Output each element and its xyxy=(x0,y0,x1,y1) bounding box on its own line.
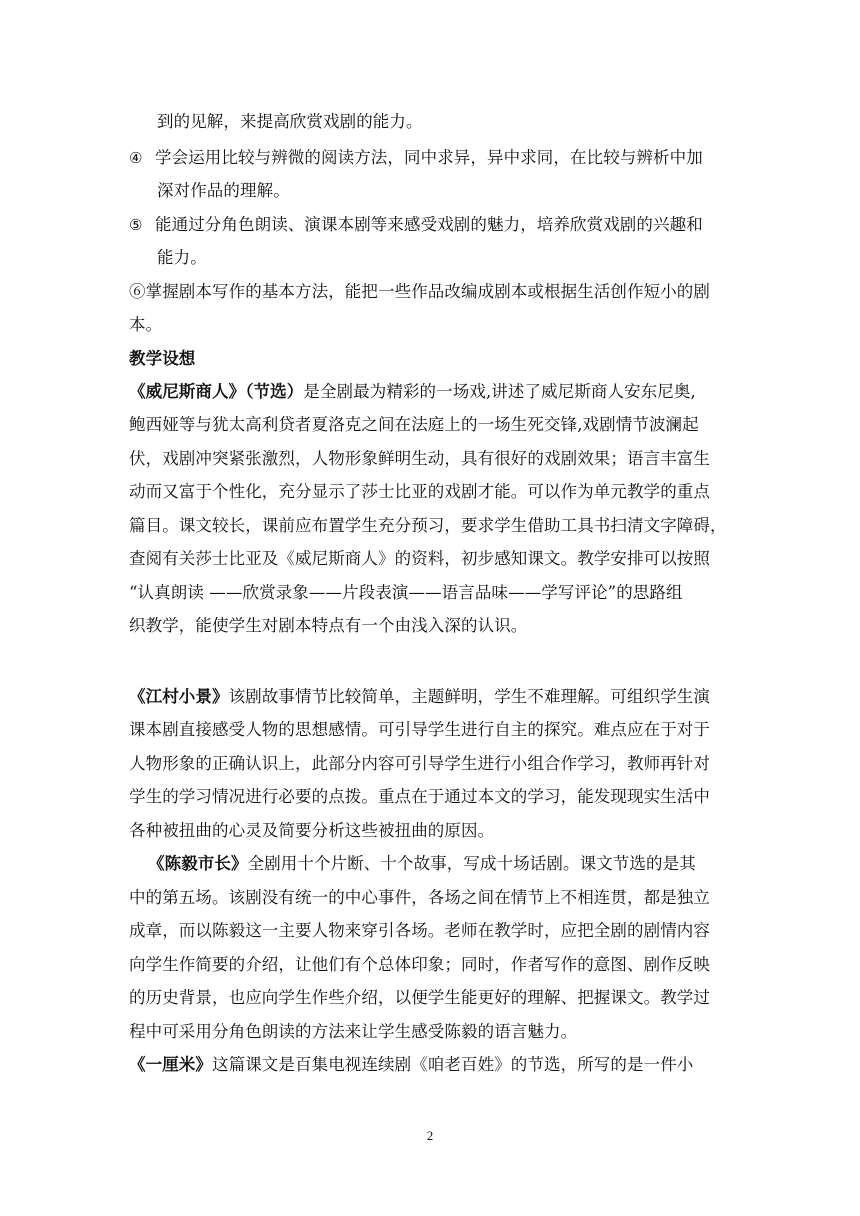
chenyi-title: 《陈毅市长》 xyxy=(148,854,248,873)
venice-line2: 鲍西娅等与犹太高利贷者夏洛克之间在法庭上的一场生死交锋,戏剧情节波澜起 xyxy=(129,415,699,434)
jiangcun-line3: 人物形象的正确认识上，此部分内容可引导学生进行小组合作学习，教师再针对 xyxy=(129,754,710,773)
jiangcun-line5: 各种被扭曲的心灵及简要分析这些被扭曲的原因。 xyxy=(129,821,495,840)
venice-line1-text: 是全剧最为精彩的一场戏,讲述了威尼斯商人安东尼奥, xyxy=(303,382,696,401)
jiangcun-line4: 学生的学习情况进行必要的点拨。重点在于通过本文的学习，能发现现实生活中 xyxy=(129,787,710,806)
chenyi-line1-text: 全剧用十个片断、十个故事，写成十场话剧。课文节选的是其 xyxy=(247,854,696,873)
page-number: 2 xyxy=(426,1128,434,1143)
jiangcun-line2: 课本剧直接感受人物的思想感情。可引导学生进行自主的探究。难点应在于对于 xyxy=(129,720,710,739)
objective-4-text: 学会运用比较与辨微的阅读方法，同中求异，异中求同，在比较与辨析中加 xyxy=(155,148,703,167)
objective-4-marker: ④ xyxy=(129,149,143,167)
chenyi-line5: 的历史背景，也应向学生作些介绍，以便学生能更好的理解、把握课文。教学过 xyxy=(129,988,710,1007)
yilimi-line1 xyxy=(129,1054,693,1076)
venice-line1 xyxy=(129,381,696,403)
jiangcun-line1-text: 该剧故事情节比较简单，主题鲜明，学生不难理解。可组织学生演 xyxy=(228,687,711,706)
section-heading: 教学设想 xyxy=(129,349,196,368)
jiangcun-title: 《江村小景》 xyxy=(129,687,229,706)
yilimi-title: 《一厘米》 xyxy=(129,1055,212,1074)
venice-line3: 伏，戏剧冲突紧张激烈，人物形象鲜明生动，具有很好的戏剧效果；语言丰富生 xyxy=(129,449,710,468)
venice-line7: “认真朗读 ——欣赏录象——片段表演——语言品味——学写评论”的思路组 xyxy=(129,583,683,602)
jiangcun-line1 xyxy=(129,686,710,708)
objective-4-line1 xyxy=(129,147,703,169)
venice-line4: 动而又富于个性化，充分显示了莎士比亚的戏剧才能。可以作为单元教学的重点 xyxy=(129,482,710,501)
objective-5-text: 能通过分角色朗读、演课本剧等来感受戏剧的魅力，培养欣赏戏剧的兴趣和 xyxy=(155,215,703,234)
objective-6-line1: ⑥掌握剧本写作的基本方法，能把一些作品改编成剧本或根据生活创作短小的剧 xyxy=(129,282,710,301)
venice-line5: 篇目。课文较长，课前应布置学生充分预习，要求学生借助工具书扫清文字障碍， xyxy=(129,516,727,535)
objective-5-line2: 能力。 xyxy=(157,248,207,267)
chenyi-line1 xyxy=(148,853,696,875)
objective-5-marker: ⑤ xyxy=(129,216,143,234)
chenyi-line2: 中的第五场。该剧没有统一的中心事件，各场之间在情节上不相连贯，都是独立 xyxy=(129,888,710,907)
chenyi-line4: 向学生作简要的介绍，让他们有个总体印象；同时，作者写作的意图、剧作反映 xyxy=(129,955,710,974)
objective-6-line2: 本。 xyxy=(129,315,163,334)
chenyi-line6: 程中可采用分角色朗读的方法来让学生感受陈毅的语言魅力。 xyxy=(129,1022,578,1041)
objective-3-continuation: 到的见解，来提高欣赏戏剧的能力。 xyxy=(157,112,423,131)
objective-5-line1 xyxy=(129,214,703,236)
chenyi-line3: 成章，而以陈毅这一主要人物来穿引各场。老师在教学时，应把全剧的剧情内容 xyxy=(129,921,710,940)
venice-title: 《威尼斯商人》（节选） xyxy=(129,382,304,401)
yilimi-line1-text: 这篇课文是百集电视连续剧《咱老百姓》的节选，所写的是一件小 xyxy=(212,1055,694,1074)
venice-line6: 查阅有关莎士比亚及《威尼斯商人》的资料，初步感知课文。教学安排可以按照 xyxy=(129,549,710,568)
venice-line8: 织教学，能使学生对剧本特点有一个由浅入深的认识。 xyxy=(129,616,528,635)
objective-4-line2: 深对作品的理解。 xyxy=(157,181,290,200)
